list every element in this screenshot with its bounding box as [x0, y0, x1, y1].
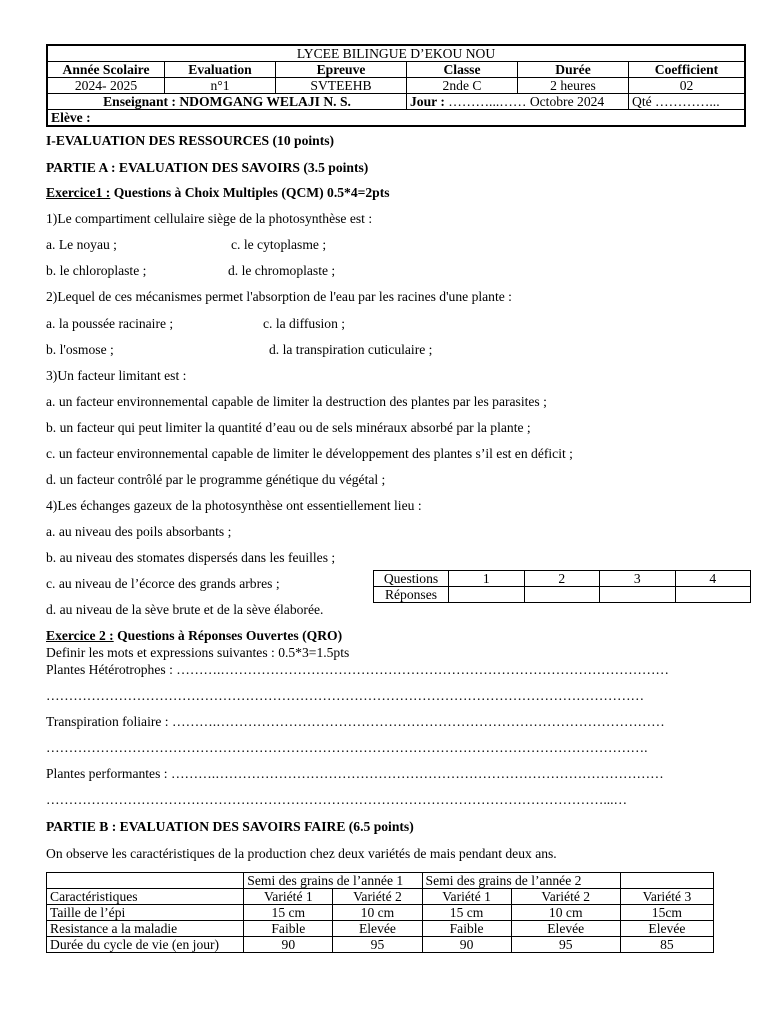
table-cell: 15cm [620, 905, 713, 921]
col-value-annee: 2024- 2025 [47, 78, 165, 94]
term-3-continuation: ……………………………………………………………………………………………………………...… [46, 792, 628, 807]
q3-option-b: b. un facteur qui peut limiter la quantité d’eau ou de sels minéraux absorbé par la plante ; [46, 420, 531, 435]
row-label: Durée du cycle de vie (en jour) [47, 937, 244, 953]
col-header-v1-y2: Variété 1 [422, 889, 511, 905]
q4-option-a: a. au niveau des poils absorbants ; [46, 524, 232, 539]
part-b-intro: On observe les caractéristiques de la production chez deux variétés de mais pendant deux ans. [46, 846, 557, 861]
year2-header: Semi des grains de l’année 2 [422, 873, 620, 889]
col-label-duree: Durée [518, 62, 629, 78]
table-cell: 95 [511, 937, 620, 953]
question-3: 3)Un facteur limitant est : [46, 368, 187, 383]
question-4: 4)Les échanges gazeux de la photosynthèse ont essentiellement lieu : [46, 498, 422, 513]
exercise2-instruction: Definir les mots et expressions suivantes : 0.5*3=1.5pts [46, 645, 350, 660]
table-cell: Faible [422, 921, 511, 937]
q3-option-a: a. un facteur environnemental capable de limiter la destruction des plantes par les parasites ; [46, 394, 547, 409]
table-cell: Elevée [333, 921, 422, 937]
student-field: Elève : [47, 110, 745, 127]
q4-option-c: c. au niveau de l’écorce des grands arbres ; [46, 576, 280, 591]
answer-col-3: 3 [600, 571, 676, 587]
table-row [47, 937, 714, 953]
q2-option-c: c. la diffusion ; [263, 316, 346, 331]
col-label-classe: Classe [407, 62, 518, 78]
table-cell: Elevée [511, 921, 620, 937]
table-row [47, 905, 714, 921]
term-1-line: Plantes Hétérotrophes : ……….……………………………………………………………………………………… [46, 662, 670, 677]
q1-option-c: c. le cytoplasme ; [231, 237, 327, 252]
col-value-coefficient: 02 [629, 78, 746, 94]
year1-header: Semi des grains de l’année 1 [244, 873, 422, 889]
col-value-evaluation: n°1 [165, 78, 276, 94]
table-cell: 90 [244, 937, 333, 953]
col-label-epreuve: Epreuve [276, 62, 407, 78]
part-b-title: PARTIE B : EVALUATION DES SAVOIRS FAIRE (6.5 points) [46, 819, 414, 834]
table-row [47, 921, 714, 937]
answer-cell-4[interactable] [675, 587, 751, 603]
characteristics-table [46, 872, 714, 953]
col-label-evaluation: Evaluation [165, 62, 276, 78]
col-value-classe: 2nde C [407, 78, 518, 94]
q2-option-d: d. la transpiration cuticulaire ; [269, 342, 433, 357]
col-label-coefficient: Coefficient [629, 62, 746, 78]
col-header-v2-y1: Variété 2 [333, 889, 422, 905]
exercise2-title [46, 628, 342, 644]
year-blank-header [620, 873, 713, 889]
school-name: LYCEE BILINGUE D’EKOU NOU [47, 45, 745, 62]
q1-option-d: d. le chromoplaste ; [228, 263, 336, 278]
col-header-v3: Variété 3 [620, 889, 713, 905]
table-corner [47, 873, 244, 889]
q3-option-d: d. un facteur contrôlé par le programme génétique du végétal ; [46, 472, 386, 487]
date-label: Jour : [410, 93, 445, 109]
answer-col-4: 4 [675, 571, 751, 587]
answer-row-label: Réponses [374, 587, 449, 603]
exercise1-heading: Questions à Choix Multiples (QCM) 0.5*4=2pts [110, 185, 390, 200]
question-2: 2)Lequel de ces mécanismes permet l'absorption de l'eau par les racines d'une plante : [46, 289, 512, 304]
table-cell: 15 cm [244, 905, 333, 921]
exercise2-heading: Questions à Réponses Ouvertes (QRO) [113, 628, 343, 643]
exercise2-label: Exercice 2 : [46, 628, 114, 643]
date-value: ………...…… Octobre 2024 [444, 93, 605, 109]
table-cell: 85 [620, 937, 713, 953]
col-header-characteristics: Caractéristiques [47, 889, 244, 905]
answer-table [373, 570, 751, 603]
quantity-field: Qté …………... [629, 94, 746, 110]
col-value-epreuve: SVTEEHB [276, 78, 407, 94]
row-label: Resistance a la maladie [47, 921, 244, 937]
table-cell: 10 cm [511, 905, 620, 921]
q4-option-b: b. au niveau des stomates dispersés dans les feuilles ; [46, 550, 336, 565]
term-3-line: Plantes performantes : ……….……………………………………………………………………………………… [46, 766, 664, 781]
header-table [46, 44, 746, 127]
answer-col-1: 1 [449, 571, 525, 587]
part-a-title: PARTIE A : EVALUATION DES SAVOIRS (3.5 points) [46, 160, 369, 175]
table-cell: 90 [422, 937, 511, 953]
table-cell: Faible [244, 921, 333, 937]
answer-col-2: 2 [524, 571, 600, 587]
q1-option-b: b. le chloroplaste ; [46, 263, 147, 278]
table-cell: Elevée [620, 921, 713, 937]
table-cell: 10 cm [333, 905, 422, 921]
section-title: I-EVALUATION DES RESSOURCES (10 points) [46, 133, 335, 148]
answer-cell-3[interactable] [600, 587, 676, 603]
col-header-v2-y2: Variété 2 [511, 889, 620, 905]
table-cell: 15 cm [422, 905, 511, 921]
q2-option-a: a. la poussée racinaire ; [46, 316, 174, 331]
question-1: 1)Le compartiment cellulaire siège de la photosynthèse est : [46, 211, 373, 226]
q3-option-c: c. un facteur environnemental capable de limiter le développement des plantes s’il est en déficit ; [46, 446, 573, 461]
q2-option-b: b. l'osmose ; [46, 342, 114, 357]
answer-table-header: Questions [374, 571, 449, 587]
q4-option-d: d. au niveau de la sève brute et de la sève élaborée. [46, 602, 324, 617]
answer-cell-2[interactable] [524, 587, 600, 603]
date-field [407, 94, 629, 110]
table-cell: 95 [333, 937, 422, 953]
exercise1-label: Exercice1 : [46, 185, 111, 200]
term-2-continuation: ……………………………………………………………………………………………………………………. [46, 740, 648, 755]
row-label: Taille de l’épi [47, 905, 244, 921]
col-value-duree: 2 heures [518, 78, 629, 94]
exercise1-title [46, 185, 390, 201]
answer-cell-1[interactable] [449, 587, 525, 603]
teacher-name: Enseignant : NDOMGANG WELAJI N. S. [47, 94, 407, 110]
col-header-v1-y1: Variété 1 [244, 889, 333, 905]
col-label-annee: Année Scolaire [47, 62, 165, 78]
q1-option-a: a. Le noyau ; [46, 237, 117, 252]
term-2-line: Transpiration foliaire : ……….……………………………………………………………………………………… [46, 714, 665, 729]
term-1-continuation: …………………………………………………………………………………………………………………… [46, 688, 645, 703]
